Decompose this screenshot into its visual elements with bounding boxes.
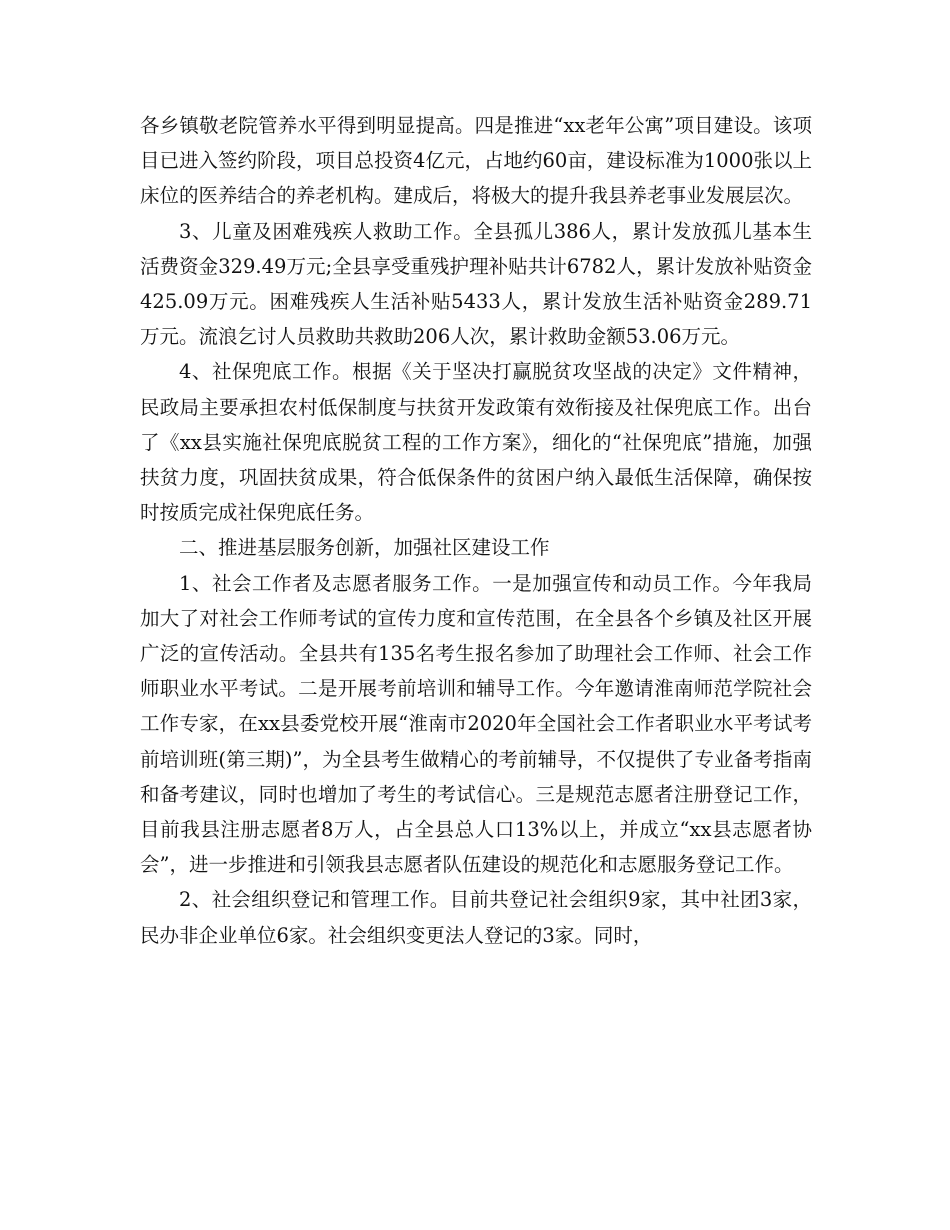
section-heading-community: 二、推进基层服务创新，加强社区建设工作 — [179, 536, 550, 560]
paragraph-social-security: 4、社保兜底工作。根据《关于坚决打赢脱贫攻坚战的决定》文件精神，民政局主要承担农村低保制度与扶贫开发政策有效衔接及社保兜底工作。出台了《xx县实施社保兜底脱贫工程的工作方案》，细化的“社保兜底”措施，加强扶贫力度，巩固扶贫成果，符合低保条件的贫困户纳入最低生活保障，确保按时按质完成社保兜底任务。 — [140, 360, 812, 525]
paragraph-social-workers-volunteers: 1、社会工作者及志愿者服务工作。一是加强宣传和动员工作。今年我局加大了对社会工作师考试的宣传力度和宣传范围，在全县各个乡镇及社区开展广泛的宣传活动。全县共有135名考生报名参加了助理社会工作师、社会工作师职业水平考试。二是开展考前培训和辅导工作。今年邀请淮南师范学院社会工作专家，在xx县委党校开展“淮南市2020年全国社会工作者职业水平考试考前培训班(第三期)”，为全县考生做精心的考前辅导，不仅提供了专业备考指南和备考建议，同时也增加了考生的考试信心。三是规范志愿者注册登记工作，目前我县注册志愿者8万人，占全县总人口13%以上，并成立“xx县志愿者协会”，进一步推进和引领我县志愿者队伍建设的规范化和志愿服务登记工作。 — [140, 571, 812, 877]
paragraph-elderly-apartment: 各乡镇敬老院管养水平得到明显提高。四是推进“xx老年公寓”项目建设。该项目已进入签约阶段，项目总投资4亿元，占地约60亩，建设标准为1000张以上床位的医养结合的养老机构。建成后，将极大的提升我县养老事业发展层次。 — [140, 114, 812, 208]
paragraph-social-organizations: 2、社会组织登记和管理工作。目前共登记社会组织9家，其中社团3家，民办非企业单位6家。社会组织变更法人登记的3家。同时， — [140, 888, 812, 947]
paragraph-children-disabled-aid: 3、儿童及困难残疾人救助工作。全县孤儿386人，累计发放孤儿基本生活费资金329.49万元;全县享受重残护理补贴共计6782人，累计发放补贴资金425.09万元。困难残疾人生活补贴5433人，累计发放生活补贴资金289.71万元。流浪乞讨人员救助共救助206人次，累计救助金额53.06万元。 — [140, 219, 812, 349]
document-page — [140, 108, 812, 953]
